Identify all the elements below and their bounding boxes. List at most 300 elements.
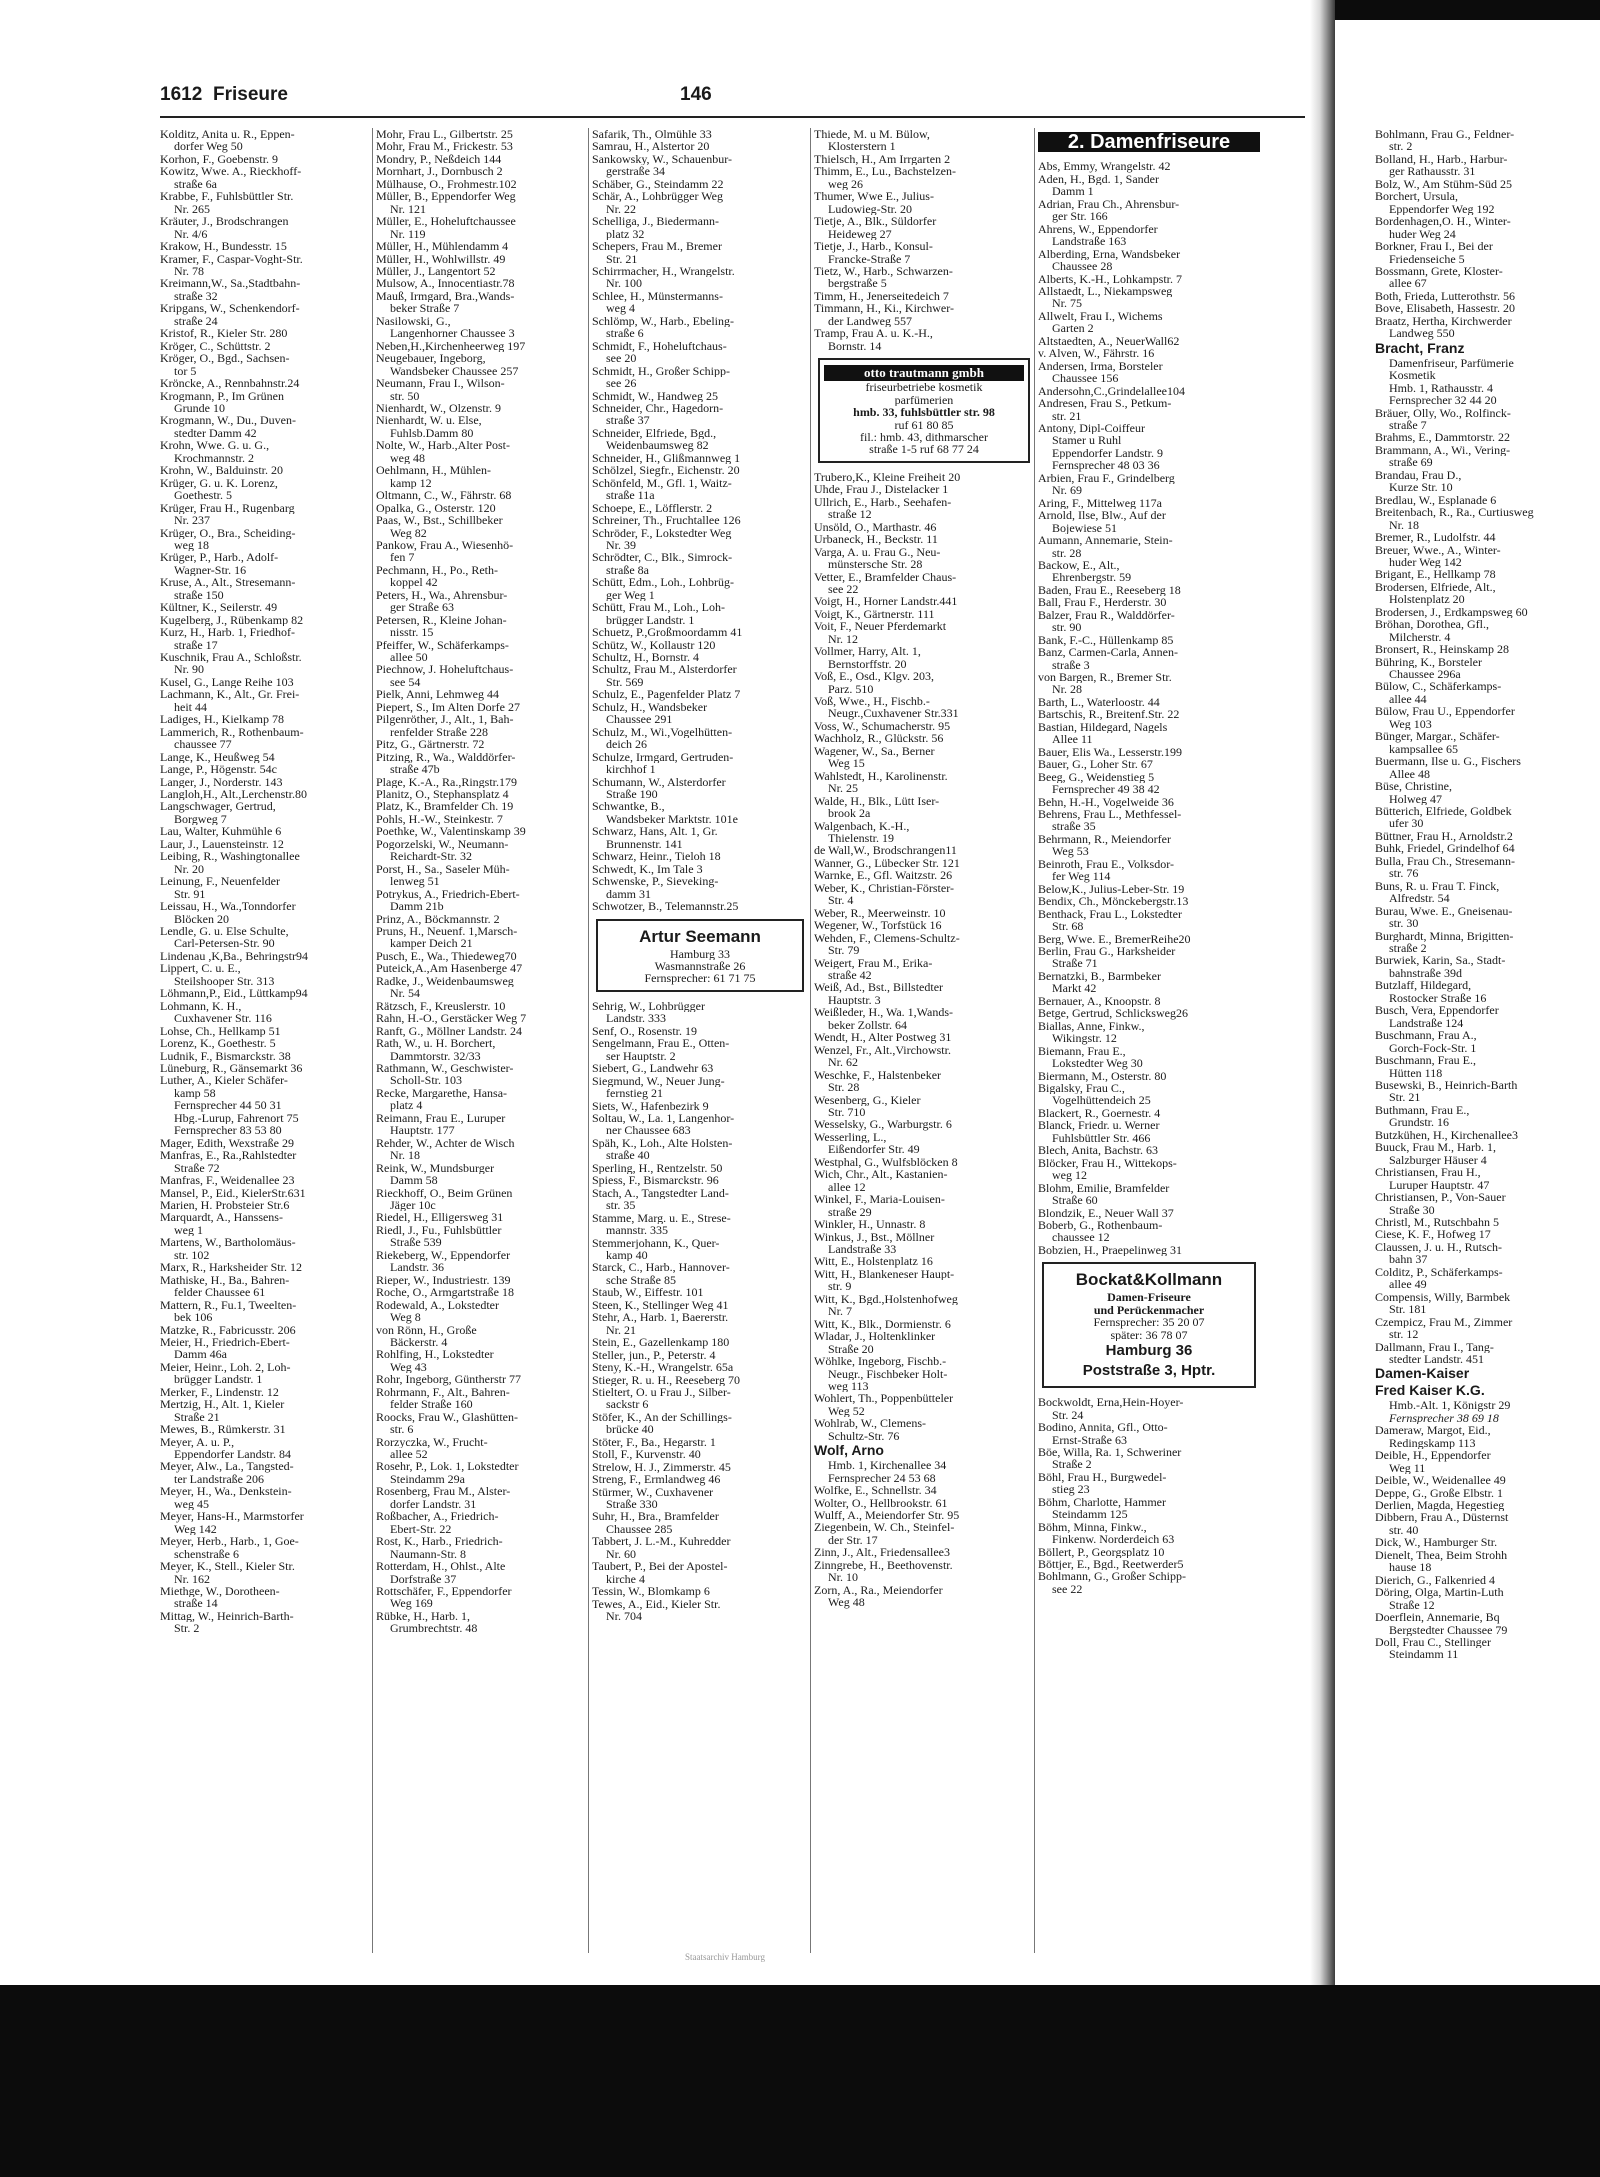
entry-continuation: Dammtorstr. 32/33 (390, 1049, 481, 1062)
entry-continuation: Lokstedter Weg 30 (1052, 1057, 1143, 1070)
directory-entry: Senf, O., Rosenstr. 19 (592, 1024, 697, 1038)
directory-entry: Behrmann, R., Meiendorfer (1038, 832, 1171, 846)
entry-continuation: Klosterstern 1 (828, 140, 896, 153)
advert-line: hmb. 33, fuhlsbüttler str. 98 (853, 406, 995, 419)
directory-entry: Lüneburg, R., Gänsemarkt 36 (160, 1061, 303, 1075)
entry-continuation: straße 24 (174, 314, 218, 328)
directory-entry: Büttner, Frau H., Arnoldstr.2 (1375, 829, 1513, 843)
entry-continuation: Nr. 12 (828, 632, 858, 646)
archive-watermark: Staatsarchiv Hamburg (684, 1952, 766, 1962)
directory-entry: Unsöld, O., Marthastr. 46 (814, 520, 937, 534)
directory-entry: Nienhardt, W., Olzenstr. 9 (376, 401, 501, 415)
advert-name: otto trautmann gmbh (824, 365, 1024, 381)
directory-entry: Lange, P., Högenstr. 54c (160, 763, 277, 776)
directory-entry: Müller, E., Hoheluftchaussee (376, 215, 516, 228)
entry-continuation: deich 26 (606, 738, 647, 751)
directory-entry: Westphal, G., Wulfsblöcken 8 (814, 1155, 958, 1169)
directory-entry: Abs, Emmy, Wrangelstr. 42 (1038, 160, 1171, 173)
entry-continuation: Hbg.-Lurup, Fahrenort 75 (174, 1111, 299, 1125)
entry-continuation: stieg 23 (1052, 1483, 1090, 1496)
entry-line: Hmb.-Alt. 1, Königstr 29 (1389, 1399, 1511, 1412)
entry-continuation: Str. 79 (828, 944, 860, 957)
entry-continuation: Wagner-Str. 16 (174, 563, 247, 577)
entry-continuation: sche Straße 85 (606, 1273, 676, 1287)
directory-entry: Kripgans, W., Schenkendorf- (160, 302, 300, 315)
advert-line: friseurbetriebe kosmetik (865, 381, 983, 394)
entry-continuation: Nr. 62 (828, 1056, 858, 1069)
directory-entry: Biemann, Frau E., (1038, 1044, 1126, 1058)
directory-entry: Voigt, K., Gärtnerstr. 111 (814, 607, 935, 621)
advert-line: Fernsprecher: 35 20 07 (1093, 1316, 1205, 1329)
entry-continuation: Straße 2 (1052, 1458, 1092, 1471)
directory-entry: Prinz, A., Böckmannstr. 2 (376, 912, 500, 925)
directory-entry: Schölzel, Siegfr., Eichenstr. 20 (592, 464, 740, 477)
entry-continuation: ger Straße 63 (390, 601, 454, 614)
directory-entry: Voss, W., Schumacherstr. 95 (814, 719, 951, 733)
directory-entry: Arnold, Ilse, Blw., Auf der (1038, 509, 1166, 522)
directory-entry: Both, Frieda, Lutterothstr. 56 (1375, 289, 1515, 303)
directory-entry: Büse, Christine, (1375, 780, 1452, 793)
directory-entry: Voigt, H., Horner Landstr.441 (814, 595, 958, 608)
directory-entry: Schönfeld, M., Gfl. 1, Waitz- (592, 476, 732, 490)
entry-continuation: Landstr. 333 (606, 1012, 666, 1025)
directory-entry: Pechmann, H., Po., Reth- (376, 563, 498, 577)
directory-entry: Wöhlke, Ingeborg, Fischb.- (814, 1355, 947, 1368)
entry-continuation: Eppendorfer Weg 192 (1389, 202, 1495, 216)
entry-continuation: Steindamm 125 (1052, 1508, 1128, 1521)
directory-entry: Wesserling, L., (814, 1130, 887, 1144)
directory-entry: Marquardt, A., Hanssens- (160, 1211, 283, 1224)
directory-entry: Boberb, G., Rothenbaum- (1038, 1218, 1163, 1232)
directory-entry: Rathmann, W., Geschwister- (376, 1061, 514, 1075)
entry-continuation: Cuxhavener Str. 116 (174, 1012, 272, 1025)
directory-entry: Thielsch, H., Am Irrgarten 2 (814, 152, 951, 166)
advert-line: fil.: hmb. 43, dithmarscher (860, 430, 988, 444)
directory-entry: Bütterich, Elfriede, Goldbek (1375, 805, 1512, 818)
entry-continuation: huder Weg 142 (1389, 555, 1462, 569)
directory-entry: Mager, Edith, Wexstraße 29 (160, 1136, 294, 1150)
directory-entry: Bernatzki, B., Barmbeker (1038, 969, 1161, 983)
entry-continuation: tor 5 (174, 364, 197, 378)
entry-continuation: bergstraße 5 (828, 277, 887, 290)
directory-entry: Meyer, H., Wa., Denkstein- (160, 1485, 292, 1498)
entry-continuation: straße 37 (606, 414, 650, 427)
directory-entry: Meier, Heinr., Loh. 2, Loh- (160, 1360, 291, 1374)
entry-continuation: Nr. 28 (1052, 683, 1082, 696)
directory-entry: Schreiner, Th., Fruchtallee 126 (592, 514, 741, 527)
entry-continuation: bahn 37 (1389, 1253, 1428, 1266)
directory-entry: Brammann, A., Wi., Vering- (1375, 443, 1511, 457)
entry-continuation: münstersche Str. 28 (828, 558, 923, 571)
directory-entry: Winkler, H., Unnastr. 8 (814, 1218, 926, 1231)
directory-entry: Ladiges, H., Kielkamp 78 (160, 713, 284, 726)
directory-entry: Bräuer, Olly, Wo., Rolfinck- (1375, 406, 1511, 419)
advert-line: parfümerien (894, 393, 954, 407)
directory-entry: Beinroth, Frau E., Volksdor- (1038, 857, 1174, 871)
directory-entry: Plage, K.-A., Ra.,Ringstr.179 (376, 775, 517, 789)
entry-continuation: Weidenbaumsweg 82 (606, 439, 709, 452)
directory-entry: Piepert, S., Im Alten Dorfe 27 (376, 700, 520, 714)
directory-entry: Roche, O., Armgartstraße 18 (376, 1286, 514, 1299)
entry-continuation: Weg 43 (390, 1360, 427, 1374)
directory-entry: Zinngrebe, H., Beethovenstr. (814, 1558, 953, 1572)
directory-entry: Pusch, E., Wa., Thiedeweg70 (376, 949, 517, 963)
entry-continuation: Chaussee 296a (1389, 668, 1461, 681)
entry-continuation: Damenfriseur, Parfümerie (1389, 356, 1514, 370)
entry-continuation: Straße 71 (1052, 957, 1098, 970)
directory-entry: Neben,H.,Kirchenheerweg 197 (376, 339, 526, 353)
directory-entry: Blech, Anita, Bachstr. 63 (1038, 1144, 1158, 1157)
directory-entry: Ullrich, E., Harb., Seehafen- (814, 495, 952, 509)
entry-continuation: Steindamm 11 (1389, 1648, 1459, 1661)
directory-entry: Rohrmann, F., Alt., Bahren- (376, 1385, 510, 1399)
directory-entry: Doerflein, Annemarie, Bq (1375, 1611, 1500, 1624)
directory-entry: Bank, F.-C., Hüllenkamp 85 (1038, 633, 1174, 647)
directory-entry: Buschmann, Frau A., (1375, 1029, 1477, 1042)
directory-entry: Berg, Wwe. E., BremerReihe20 (1038, 932, 1191, 945)
directory-entry: Schulz, E., Pagenfelder Platz 7 (592, 688, 741, 701)
entry-continuation: str. 102 (174, 1248, 210, 1262)
entry-continuation: Damm 21b (390, 900, 444, 913)
directory-entry: Bolland, H., Harb., Harbur- (1375, 152, 1508, 166)
entry-continuation: Nr. 4/6 (174, 227, 208, 241)
directory-entry: Stehr, A., Harb. 1, Baererstr. (592, 1311, 729, 1324)
entry-continuation: straße 14 (174, 1597, 218, 1610)
directory-entry: Andersohn,C.,Grindelallee104 (1038, 384, 1185, 398)
directory-entry: Oehlmann, H., Mühlen- (376, 464, 491, 477)
entry-continuation: Nr. 100 (606, 277, 642, 290)
directory-entry: Marx, R., Harksheider Str. 12 (160, 1261, 302, 1274)
directory-entry: Christl, M., Rutschbahn 5 (1375, 1215, 1500, 1229)
directory-entry: Deppe, G., Große Elbstr. 1 (1375, 1486, 1503, 1500)
entry-continuation: Str. 2 (174, 1622, 200, 1635)
directory-entry: Riedl, J., Fu., Fuhlsbüttler (376, 1223, 502, 1237)
entry-continuation: Kurze Str. 10 (1389, 481, 1453, 494)
directory-entry: Opalka, G., Osterstr. 120 (376, 501, 496, 515)
entry-continuation: Bornstr. 14 (828, 339, 882, 353)
entry-continuation: Straße 539 (390, 1236, 442, 1249)
directory-entry: Siebert, G., Landwehr 63 (592, 1062, 714, 1075)
directory-entry: Krohn, Wwe. G. u. G., (160, 439, 270, 452)
entry-continuation: Nr. 18 (1389, 518, 1419, 532)
entry-continuation: fen 7 (390, 551, 415, 564)
directory-entry: Bröhan, Dorothea, Gfl., (1375, 618, 1489, 631)
advert-line: Hamburg 33 (669, 947, 731, 960)
directory-entry: Bobzien, H., Praepelinweg 31 (1038, 1243, 1182, 1257)
directory-entry: Wohlrab, W., Clemens- (814, 1417, 927, 1430)
entry-continuation: damm 31 (606, 887, 651, 901)
entry-continuation: Ehrenbergstr. 59 (1052, 571, 1132, 584)
directory-entry: Warnke, E., Gfl. Waitzstr. 26 (814, 869, 953, 882)
entry-continuation: Scholl-Str. 103 (390, 1074, 463, 1087)
directory-entry: Roßbacher, A., Friedrich- (376, 1510, 499, 1523)
entry-continuation: Str. 21 (1389, 1091, 1421, 1104)
directory-entry: Schär, A., Lohbrügger Weg (592, 190, 723, 203)
directory-entry: Bossmann, Grete, Kloster- (1375, 264, 1503, 278)
directory-entry: Uhde, Frau J., Distelacker 1 (814, 483, 949, 496)
directory-entry: Tietje, A., Blk., Süldorfer (814, 215, 937, 228)
directory-entry: Schneider, Elfriede, Bgd., (592, 426, 717, 440)
entry-continuation: Str. 569 (606, 675, 644, 689)
entry-continuation: Nr. 69 (1052, 484, 1082, 497)
entry-continuation: dorfer Weg 50 (174, 140, 243, 153)
directory-entry: Barth, L., Waterloostr. 44 (1038, 695, 1160, 709)
entry-continuation: Eppendorfer Landstr. 9 (1052, 446, 1163, 460)
directory-entry: Stöter, F., Ba., Hegarstr. 1 (592, 1435, 716, 1449)
directory-entry: Burau, Wwe. E., Gneisenau- (1375, 904, 1513, 918)
entry-continuation: Landstr. 36 (390, 1261, 444, 1274)
directory-entry: Andresen, Frau S., Petkum- (1038, 397, 1172, 410)
directory-entry: Späh, K., Loh., Alte Holsten- (592, 1136, 733, 1150)
directory-entry: Mülhause, O., Frohmestr.102 (376, 177, 517, 191)
directory-entry: Döring, Olga, Martin-Luth (1375, 1586, 1504, 1599)
advert-line: später: 36 78 07 (1110, 1328, 1188, 1342)
entry-continuation: chaussee 12 (1052, 1231, 1110, 1244)
directory-entry: Pruns, H., Neuenf. 1,Marsch- (376, 925, 518, 938)
entry-continuation: renfelder Straße 228 (390, 725, 488, 739)
directory-entry: Streng, F., Ermlandweg 46 (592, 1473, 721, 1486)
entry-continuation: Wikingstr. 12 (1052, 1032, 1117, 1045)
entry-continuation: Straße 20 (828, 1342, 874, 1356)
directory-entry: Schwantke, B., (592, 800, 665, 813)
column-divider (588, 128, 589, 1953)
directory-entry: Christiansen, P., Von-Sauer (1375, 1191, 1506, 1204)
entry-continuation: gerstraße 34 (606, 165, 665, 178)
directory-entry: Busch, Vera, Eppendorfer (1375, 1004, 1499, 1017)
entry-continuation: brügger Landstr. 1 (174, 1373, 263, 1386)
directory-entry: Wesenberg, G., Kieler (814, 1093, 921, 1106)
directory-entry: Weber, R., Meerweinstr. 10 (814, 906, 946, 920)
entry-continuation: allee 67 (1389, 277, 1427, 290)
entry-continuation: Wandsbeker Chaussee 257 (390, 364, 519, 378)
directory-entry: Luther, A., Kieler Schäfer- (160, 1074, 288, 1087)
directory-entry: Schneider, H., Glißmannweg 1 (592, 451, 741, 465)
directory-entry: Laur, J., Lauensteinstr. 12 (160, 837, 284, 851)
directory-entry: Löhmann,P., Eid., Lüttkamp94 (160, 987, 308, 1000)
entry-continuation: Steilshooper Str. 313 (174, 974, 275, 988)
directory-entry: Bredlau, W., Esplanade 6 (1375, 493, 1497, 507)
directory-entry: Müller, H., Wohlwillstr. 49 (376, 252, 506, 265)
directory-entry: Bernauer, A., Knoopstr. 8 (1038, 994, 1161, 1008)
entry-continuation: Reichardt-Str. 32 (390, 850, 472, 863)
entry-continuation: Weg 53 (1052, 845, 1089, 858)
directory-entry: Schumann, W., Alsterdorfer (592, 775, 726, 789)
entry-continuation: str. 35 (606, 1199, 636, 1212)
entry-continuation: weg 45 (174, 1497, 209, 1511)
directory-entry: Samrau, H., Alstertor 20 (592, 140, 710, 153)
directory-entry: Wolfke, E., Schnellstr. 34 (814, 1484, 937, 1497)
advert-line: Wasmannstraße 26 (654, 960, 746, 973)
directory-entry: Lippert, C. u. E., (160, 962, 241, 975)
entry-continuation: fernstieg 21 (606, 1087, 663, 1100)
entry-continuation: straße 8a (606, 563, 649, 577)
directory-entry: Schneider, Chr., Hagedorn- (592, 401, 724, 415)
directory-entry: Schirrmacher, H., Wrangelstr. (592, 264, 735, 278)
directory-entry: v. Alven, W., Fährstr. 16 (1038, 347, 1155, 360)
entry-continuation: Allee 48 (1389, 767, 1430, 781)
directory-entry: Dick, W., Hamburger Str. (1375, 1536, 1498, 1549)
entry-continuation: Thielenstr. 19 (828, 832, 894, 845)
entry-continuation: straße 47b (390, 763, 440, 776)
directory-entry: Ludnik, F., Bismarckstr. 38 (160, 1049, 291, 1062)
directory-entry: Kugelberg, J., Rübenkamp 82 (160, 613, 304, 627)
directory-entry: Dierich, G., Falkenried 4 (1375, 1573, 1495, 1587)
directory-entry: Langer, J., Norderstr. 143 (160, 775, 283, 789)
directory-entry: Breitenbach, R., Ra., Curtiusweg (1375, 506, 1534, 519)
entry-continuation: beker Zollstr. 64 (828, 1018, 907, 1032)
directory-entry: Brigant, E., Hellkamp 78 (1375, 568, 1496, 581)
entry-continuation: platz 4 (390, 1099, 423, 1112)
entry-continuation: Weg 52 (828, 1404, 865, 1418)
directory-entry: Timm, H., Jenerseitedeich 7 (814, 289, 949, 303)
directory-entry: von Bargen, R., Bremer Str. (1038, 671, 1172, 684)
artur-seemann-advert (596, 919, 804, 992)
directory-entry: Trubero,K., Kleine Freiheit 20 (814, 470, 961, 484)
directory-entry: Rieckhoff, O., Beim Grünen (376, 1186, 513, 1199)
directory-entry: Lindenau ,K,Ba., Behringstr94 (160, 949, 308, 963)
advert-line: Damen-Friseure (1107, 1291, 1191, 1304)
directory-entry: Dibbern, Frau A., Düsternst (1375, 1511, 1509, 1524)
entry-continuation: Stamer u Ruhl (1052, 434, 1122, 447)
directory-entry: Aring, F., Mittelweg 117a (1038, 496, 1162, 510)
entry-continuation: Landstraße 124 (1389, 1016, 1464, 1030)
directory-entry: Meyer, Hans-H., Marmstorfer (160, 1510, 304, 1523)
entry-continuation: str. 6 (390, 1423, 414, 1436)
entry-continuation: see 22 (828, 582, 859, 596)
directory-entry: Staub, W., Eiffestr. 101 (592, 1286, 704, 1299)
directory-entry: Brahms, E., Dammtorstr. 22 (1375, 431, 1510, 444)
entry-continuation: Damm 46a (174, 1348, 227, 1361)
directory-entry: Bodino, Annita, Gfl., Otto- (1038, 1421, 1168, 1434)
directory-entry: Ciese, K. F., Hofweg 17 (1375, 1228, 1491, 1241)
entry-continuation: Nr. 75 (1052, 297, 1082, 310)
directory-entry: Meyer, Herb., Harb., 1, Goe- (160, 1535, 299, 1548)
entry-continuation: Fernsprecher 24 53 68 (828, 1471, 936, 1485)
entry-continuation: allee 12 (828, 1180, 866, 1194)
directory-entry: Wladar, J., Holtenklinker (814, 1330, 936, 1343)
directory-entry: Stoll, F., Kurvenstr. 40 (592, 1448, 701, 1461)
directory-entry: Martens, W., Bartholomäus- (160, 1236, 296, 1249)
entry-continuation: Blöcken 20 (174, 912, 229, 925)
entry-continuation: Goethestr. 5 (174, 489, 232, 502)
entry-continuation: straße 2 (1389, 942, 1427, 955)
directory-entry: Tewes, A., Eid., Kieler Str. (592, 1597, 721, 1611)
entry-continuation: Str. 91 (174, 887, 206, 901)
directory-entry: Schwarz, Hans, Alt. 1, Gr. (592, 825, 718, 838)
directory-entry: Busewski, B., Heinrich-Barth (1375, 1078, 1518, 1092)
directory-entry: Bauer, G., Loher Str. 67 (1038, 758, 1153, 771)
entry-continuation: Hütten 118 (1389, 1066, 1443, 1079)
directory-entry: Derlien, Magda, Hegestieg (1375, 1499, 1505, 1512)
entry-continuation: str. 50 (390, 389, 420, 402)
entry-continuation: Damm 58 (390, 1174, 438, 1187)
directory-entry: Timmann, H., Ki., Kirchwer- (814, 302, 954, 315)
entry-continuation: see 54 (390, 675, 421, 689)
entry-continuation: straße 42 (828, 969, 872, 982)
entry-continuation: Fuhlsb.Damm 80 (390, 426, 474, 440)
entry-continuation: Brunnenstr. 141 (606, 837, 683, 851)
directory-entry: Mornhart, J., Dornbusch 2 (376, 165, 503, 178)
entry-continuation: Str. 710 (828, 1105, 866, 1119)
entry-continuation: stedter Landstr. 451 (1389, 1352, 1484, 1366)
directory-entry: Rotterdam, H., Ohlst., Alte (376, 1560, 506, 1573)
directory-entry: Vetter, E., Bramfelder Chaus- (814, 570, 957, 583)
header-rule (160, 116, 1305, 118)
directory-entry: Balzer, Frau R., Walddörfer- (1038, 608, 1175, 622)
entry-continuation: Rostocker Straße 16 (1389, 991, 1487, 1005)
entry-continuation: Ludowieg-Str. 20 (828, 202, 912, 216)
directory-entry: Weiß, Ad., Bst., Billstedter (814, 981, 944, 994)
directory-entry: Roocks, Frau W., Glashütten- (376, 1410, 518, 1424)
entry-continuation: Jäger 10c (390, 1198, 436, 1212)
directory-entry: Arbien, Frau F., Grindelberg (1038, 471, 1175, 485)
directory-entry: Witt, K., Bgd.,Holstenhofweg (814, 1292, 958, 1306)
directory-entry: Sengelmann, Frau E., Otten- (592, 1037, 730, 1050)
entry-continuation: der Str. 17 (828, 1533, 878, 1547)
entry-continuation: Wandsbeker Marktstr. 101e (606, 812, 738, 826)
directory-entry: Kruse, A., Alt., Stresemann- (160, 576, 296, 589)
directory-entry: Mohr, Frau L., Gilbertstr. 25 (376, 128, 513, 141)
directory-entry: Wolter, O., Hellbrookstr. 61 (814, 1496, 948, 1510)
directory-entry: Bartschis, R., Breitenf.Str. 22 (1038, 708, 1180, 721)
directory-entry: Lau, Walter, Kuhmühle 6 (160, 825, 282, 838)
directory-entry: Biallas, Anne, Finkw., (1038, 1019, 1145, 1033)
directory-entry: Bastian, Hildegard, Nagels (1038, 720, 1168, 734)
entry-continuation: Chaussee 28 (1052, 260, 1113, 273)
directory-entry: Steller, jun., P., Peterstr. 4 (592, 1348, 716, 1362)
entry-continuation: ser Hauptstr. 2 (606, 1049, 676, 1063)
directory-entry: Schuetz, P.,Großmoordamm 41 (592, 626, 743, 639)
directory-entry: Leissau, H., Wa.,Tonndorfer (160, 900, 296, 913)
directory-entry: Bove, Elisabeth, Hassestr. 20 (1375, 302, 1515, 315)
directory-entry: Nolte, W., Harb.,Alter Post- (376, 439, 510, 452)
entry-continuation: str. 76 (1389, 867, 1419, 880)
directory-entry: Colditz, P., Schäferkamps- (1375, 1265, 1503, 1279)
advert-line: Poststraße 3, Hptr. (1082, 1362, 1216, 1380)
entry-continuation: Bernstorffstr. 20 (828, 657, 907, 671)
directory-entry: Winkus, J., Bst., Möllner (814, 1230, 935, 1243)
entry-continuation: Str. 21 (606, 252, 638, 265)
entry-continuation: Nr. 21 (606, 1323, 636, 1337)
entry-continuation: straße 150 (174, 588, 224, 602)
directory-entry: Rorzyczka, W., Frucht- (376, 1435, 488, 1449)
center-number: 146 (680, 84, 712, 105)
directory-entry: Strelow, H. J., Zimmerstr. 45 (592, 1460, 731, 1474)
directory-entry: Wulff, A., Meiendorfer Str. 95 (814, 1509, 960, 1522)
directory-entry: Lendle, G. u. Else Schulte, (160, 925, 289, 938)
directory-entry: Blöcker, Frau H., Wittekops- (1038, 1156, 1177, 1170)
directory-entry: Adrian, Frau Ch., Ahrensbur- (1038, 197, 1180, 211)
directory-entry: Taubert, P., Bei der Apostel- (592, 1560, 728, 1573)
entry-continuation: straße 6 (606, 327, 644, 340)
directory-entry: Nasilowski, G., (376, 314, 451, 328)
directory-entry: Steen, K., Stellinger Weg 41 (592, 1298, 729, 1312)
directory-entry: Platz, K., Bramfelder Ch. 19 (376, 800, 514, 813)
entry-continuation: Naumann-Str. 8 (390, 1547, 466, 1561)
entry-continuation: Neugr.,Cuxhavener Str.331 (828, 707, 959, 720)
directory-entry: Bohlmann, Frau G., Feldner- (1375, 128, 1515, 141)
directory-entry: Matzke, R., Fabricusstr. 206 (160, 1323, 296, 1336)
directory-entry: Witt, E., Holstenplatz 16 (814, 1255, 933, 1268)
entry-continuation: weg 12 (1052, 1169, 1087, 1182)
directory-entry: Rost, K., Harb., Friedrich- (376, 1535, 503, 1548)
entry-continuation: bahnstraße 39d (1389, 966, 1462, 980)
directory-entry: Planitz, O., Stephansplatz 4 (376, 788, 509, 801)
entry-continuation: Chaussee 285 (606, 1522, 673, 1536)
directory-entry: Brodersen, Elfriede, Alt., (1375, 580, 1496, 594)
entry-continuation: allee 49 (1389, 1278, 1427, 1291)
entry-continuation: Straße 21 (174, 1410, 220, 1424)
